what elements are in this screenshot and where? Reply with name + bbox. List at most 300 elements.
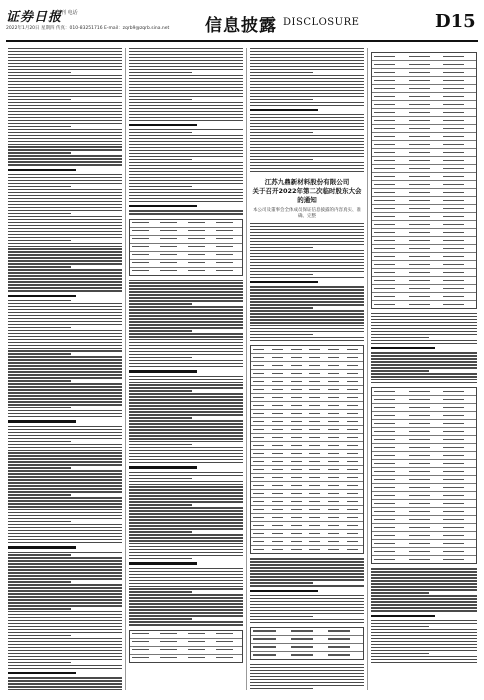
table-row	[372, 253, 476, 261]
text-line	[129, 186, 192, 187]
text-line	[250, 331, 364, 332]
table-cell	[328, 397, 339, 398]
table-cell	[409, 224, 430, 225]
text-line	[8, 500, 122, 501]
table-cell	[291, 461, 302, 462]
table-cell	[443, 455, 464, 456]
table-cell	[374, 72, 395, 73]
text-line	[250, 619, 364, 620]
table-row	[372, 524, 476, 532]
table-cell	[272, 381, 283, 382]
table-cell	[374, 232, 395, 233]
text-line	[8, 231, 122, 232]
table-row	[372, 476, 476, 484]
table-cell	[253, 517, 264, 518]
text-line	[8, 198, 122, 199]
table-cell	[409, 112, 430, 113]
text-line	[371, 313, 477, 314]
table-cell	[374, 56, 395, 57]
table-cell	[374, 168, 395, 169]
masthead	[0, 0, 484, 42]
text-line	[8, 96, 122, 97]
table-cell	[272, 493, 283, 494]
table-cell	[309, 493, 320, 494]
table-cell	[132, 270, 149, 271]
text-line	[8, 359, 122, 360]
publication-date: 2022年1月20日 星期四	[6, 26, 55, 31]
text-line	[8, 552, 122, 553]
table-cell	[347, 429, 358, 430]
text-line	[129, 150, 243, 151]
table-cell	[443, 256, 464, 257]
text-line	[250, 564, 364, 565]
text-line	[8, 617, 122, 618]
text-line	[8, 240, 71, 241]
text-line	[250, 328, 364, 329]
table-cell	[309, 541, 320, 542]
text-line	[371, 586, 477, 587]
table-row	[372, 53, 476, 61]
table-cell	[443, 96, 464, 97]
text-line	[129, 303, 192, 304]
table-cell	[272, 405, 283, 406]
text-line	[371, 623, 477, 624]
table-cell	[374, 423, 395, 424]
text-line	[129, 609, 243, 610]
table-cell	[347, 549, 358, 550]
text-line	[129, 285, 243, 286]
table-cell	[409, 495, 430, 496]
table-cell	[216, 222, 233, 223]
table-row	[372, 85, 476, 93]
text-line	[8, 578, 122, 579]
table-cell	[443, 471, 464, 472]
text-line	[8, 386, 122, 387]
text-line	[129, 549, 243, 550]
text-line	[129, 339, 243, 340]
table-cell	[443, 391, 464, 392]
text-line	[8, 524, 122, 525]
text-line	[129, 357, 192, 358]
table-row	[251, 402, 363, 410]
text-line	[129, 546, 243, 547]
text-line	[8, 371, 122, 372]
text-line	[8, 201, 122, 202]
text-line	[129, 156, 243, 157]
table-row	[372, 468, 476, 476]
text-line	[129, 501, 243, 502]
text-line	[8, 129, 122, 130]
table-cell	[443, 527, 464, 528]
logo-subtitle: 创刊 电话	[56, 10, 78, 16]
table-cell	[374, 224, 395, 225]
table-row	[251, 644, 363, 652]
text-line	[129, 429, 243, 430]
text-line	[8, 228, 122, 229]
table-row	[372, 117, 476, 125]
text-line	[250, 688, 313, 689]
text-line	[250, 259, 364, 260]
text-line	[8, 656, 122, 657]
text-line	[250, 126, 364, 127]
table-cell	[409, 479, 430, 480]
text-line	[8, 429, 122, 430]
table-cell	[328, 469, 339, 470]
text-line	[250, 238, 364, 239]
table-cell	[253, 453, 264, 454]
table-cell	[216, 641, 233, 642]
text-line	[129, 324, 243, 325]
text-line	[129, 291, 243, 292]
text-line	[8, 210, 122, 211]
text-line	[129, 90, 243, 91]
table-cell	[347, 525, 358, 526]
text-line	[8, 278, 122, 279]
table-cell	[291, 477, 302, 478]
table-cell	[347, 453, 358, 454]
text-line	[8, 243, 122, 244]
text-line	[8, 312, 122, 313]
text-line	[8, 521, 71, 522]
text-line	[129, 583, 243, 584]
text-line	[250, 610, 364, 611]
notice-subtitle: 本公司及董事会全体成员保证信息披露的内容真实、准确、完整	[253, 208, 361, 220]
text-line	[250, 337, 364, 338]
text-line	[8, 584, 122, 585]
text-line	[8, 518, 122, 519]
text-line	[371, 610, 477, 611]
text-line	[8, 66, 122, 67]
text-line	[250, 156, 364, 157]
text-line	[129, 69, 243, 70]
text-line	[250, 253, 364, 254]
table-row	[372, 444, 476, 452]
table-cell	[409, 136, 430, 137]
text-line	[371, 337, 429, 338]
text-line	[250, 277, 364, 278]
text-line	[129, 510, 243, 511]
text-line	[8, 266, 71, 267]
table-cell	[443, 64, 464, 65]
table-row	[372, 508, 476, 516]
table-cell	[374, 128, 395, 129]
table-cell	[216, 254, 233, 255]
text-line	[129, 456, 243, 457]
table-cell	[253, 493, 264, 494]
table-cell	[132, 246, 149, 247]
table-cell	[347, 365, 358, 366]
text-line	[8, 158, 122, 159]
table-row	[372, 388, 476, 396]
table-cell	[328, 405, 339, 406]
table-cell	[443, 72, 464, 73]
text-line	[129, 432, 243, 433]
text-line	[8, 503, 122, 504]
text-line	[8, 237, 122, 238]
text-line	[250, 244, 364, 245]
table-row	[372, 500, 476, 508]
text-line	[129, 315, 243, 316]
masthead-rule	[6, 40, 478, 42]
text-line	[250, 604, 364, 605]
notice-company: 江苏九鼎新材料股份有限公司	[264, 178, 350, 187]
text-line	[371, 598, 477, 599]
text-line	[129, 300, 243, 301]
table-row	[251, 652, 363, 659]
text-line	[129, 537, 243, 538]
text-line	[8, 635, 71, 636]
table-cell	[188, 254, 205, 255]
text-line	[8, 102, 122, 103]
text-line	[8, 78, 122, 79]
text-line	[8, 219, 122, 220]
text-line	[371, 629, 477, 630]
table-row	[372, 301, 476, 308]
table-cell	[160, 230, 177, 231]
text-line	[8, 686, 122, 687]
text-column-4	[371, 48, 477, 690]
text-line	[8, 251, 122, 252]
table-cell	[347, 501, 358, 502]
table-cell	[309, 349, 320, 350]
text-line	[129, 540, 243, 541]
text-line	[371, 382, 477, 383]
table-cell	[347, 445, 358, 446]
table-row	[251, 538, 363, 546]
text-line	[8, 432, 122, 433]
table-cell	[309, 437, 320, 438]
table-row	[251, 628, 363, 636]
table-cell	[374, 104, 395, 105]
table-cell	[309, 421, 320, 422]
table-cell	[216, 657, 233, 658]
table-row	[372, 285, 476, 293]
table-cell	[374, 144, 395, 145]
table-row	[251, 458, 363, 466]
table-cell	[328, 477, 339, 478]
text-line	[129, 306, 243, 307]
table-cell	[443, 280, 464, 281]
text-line	[8, 527, 122, 528]
text-line	[8, 290, 122, 291]
table-cell	[409, 535, 430, 536]
paragraph-heading	[8, 169, 76, 171]
text-line	[129, 600, 243, 601]
table-cell	[443, 200, 464, 201]
table-cell	[443, 248, 464, 249]
data-table	[129, 219, 243, 276]
table-cell	[328, 461, 339, 462]
text-line	[371, 316, 477, 317]
table-row	[251, 442, 363, 450]
text-line	[8, 482, 122, 483]
text-line	[129, 618, 192, 619]
table-cell	[347, 517, 358, 518]
table-cell	[160, 254, 177, 255]
table-row	[251, 394, 363, 402]
table-cell	[409, 415, 430, 416]
paragraph-heading	[8, 420, 76, 422]
paragraph-heading	[8, 672, 76, 674]
text-line	[250, 286, 364, 287]
text-line	[8, 192, 122, 193]
table-cell	[272, 477, 283, 478]
text-line	[250, 84, 364, 85]
text-line	[8, 452, 122, 453]
table-row	[251, 426, 363, 434]
table-row	[130, 236, 242, 244]
text-line	[129, 453, 243, 454]
table-cell	[443, 216, 464, 217]
text-line	[8, 180, 122, 181]
text-line	[129, 498, 243, 499]
text-line	[129, 183, 243, 184]
table-cell	[272, 445, 283, 446]
text-line	[8, 533, 122, 534]
text-line	[8, 416, 122, 417]
text-line	[250, 60, 364, 61]
text-line	[8, 177, 122, 178]
table-cell	[443, 184, 464, 185]
text-line	[8, 48, 122, 49]
table-cell	[291, 525, 302, 526]
text-line	[250, 235, 364, 236]
table-cell	[374, 176, 395, 177]
text-line	[129, 615, 243, 616]
text-line	[8, 441, 71, 442]
table-cell	[347, 357, 358, 358]
table-cell	[253, 381, 264, 382]
text-line	[8, 315, 122, 316]
table-cell	[188, 222, 205, 223]
text-line	[8, 204, 122, 205]
text-line	[129, 129, 243, 130]
table-row	[372, 269, 476, 277]
table-row	[251, 530, 363, 538]
text-line	[8, 590, 122, 591]
text-line	[129, 489, 243, 490]
text-line	[8, 596, 122, 597]
table-cell	[188, 262, 205, 263]
table-cell	[272, 541, 283, 542]
text-line	[371, 364, 477, 365]
text-line	[8, 186, 71, 187]
text-line	[250, 129, 364, 130]
table-cell	[374, 399, 395, 400]
text-line	[129, 522, 243, 523]
text-line	[129, 288, 243, 289]
table-row	[372, 69, 476, 77]
table-cell	[443, 511, 464, 512]
text-line	[371, 641, 477, 642]
text-line	[250, 256, 364, 257]
table-cell	[374, 136, 395, 137]
table-cell	[328, 429, 339, 430]
text-line	[8, 318, 122, 319]
text-line	[8, 225, 122, 226]
table-cell	[253, 469, 264, 470]
table-row	[372, 540, 476, 548]
table-row	[372, 293, 476, 301]
text-line	[8, 479, 122, 480]
text-line	[250, 63, 364, 64]
text-line	[250, 250, 364, 251]
text-line	[129, 78, 243, 79]
table-cell	[409, 144, 430, 145]
text-line	[8, 539, 122, 540]
text-line	[250, 159, 313, 160]
text-line	[129, 597, 243, 598]
table-cell	[328, 445, 339, 446]
text-line	[129, 282, 243, 283]
table-cell	[409, 559, 430, 560]
table-cell	[374, 471, 395, 472]
table-row	[251, 506, 363, 514]
text-line	[250, 682, 364, 683]
table-cell	[309, 381, 320, 382]
text-line	[8, 620, 122, 621]
table-cell	[216, 238, 233, 239]
text-line	[8, 435, 122, 436]
table-cell	[409, 104, 430, 105]
table-cell	[409, 304, 430, 305]
table-cell	[160, 222, 177, 223]
table-cell	[374, 256, 395, 257]
text-line	[129, 495, 243, 496]
table-row	[251, 450, 363, 458]
table-row	[130, 655, 242, 662]
text-line	[250, 229, 364, 230]
text-line	[8, 174, 122, 175]
table-cell	[272, 357, 283, 358]
text-line	[8, 330, 122, 331]
text-line	[129, 93, 243, 94]
text-line	[250, 78, 364, 79]
text-line	[371, 662, 477, 663]
text-line	[8, 146, 122, 147]
text-line	[129, 558, 192, 559]
table-cell	[291, 429, 302, 430]
text-line	[250, 595, 364, 596]
table-cell	[409, 216, 430, 217]
text-line	[250, 304, 364, 305]
table-cell	[409, 272, 430, 273]
table-cell	[253, 646, 275, 647]
text-line	[250, 268, 364, 269]
table-cell	[253, 477, 264, 478]
table-cell	[188, 238, 205, 239]
data-table	[371, 387, 477, 564]
table-cell	[443, 264, 464, 265]
paragraph-heading	[8, 295, 76, 297]
table-cell	[328, 453, 339, 454]
table-cell	[409, 423, 430, 424]
table-cell	[347, 437, 358, 438]
text-line	[8, 638, 122, 639]
table-cell	[272, 397, 283, 398]
text-line	[8, 614, 122, 615]
table-cell	[328, 349, 339, 350]
text-line	[8, 105, 122, 106]
text-line	[129, 382, 243, 383]
table-cell	[253, 397, 264, 398]
text-line	[8, 222, 122, 223]
table-row	[372, 101, 476, 109]
text-line	[250, 664, 364, 665]
text-line	[129, 132, 192, 133]
table-cell	[443, 415, 464, 416]
text-line	[8, 365, 122, 366]
